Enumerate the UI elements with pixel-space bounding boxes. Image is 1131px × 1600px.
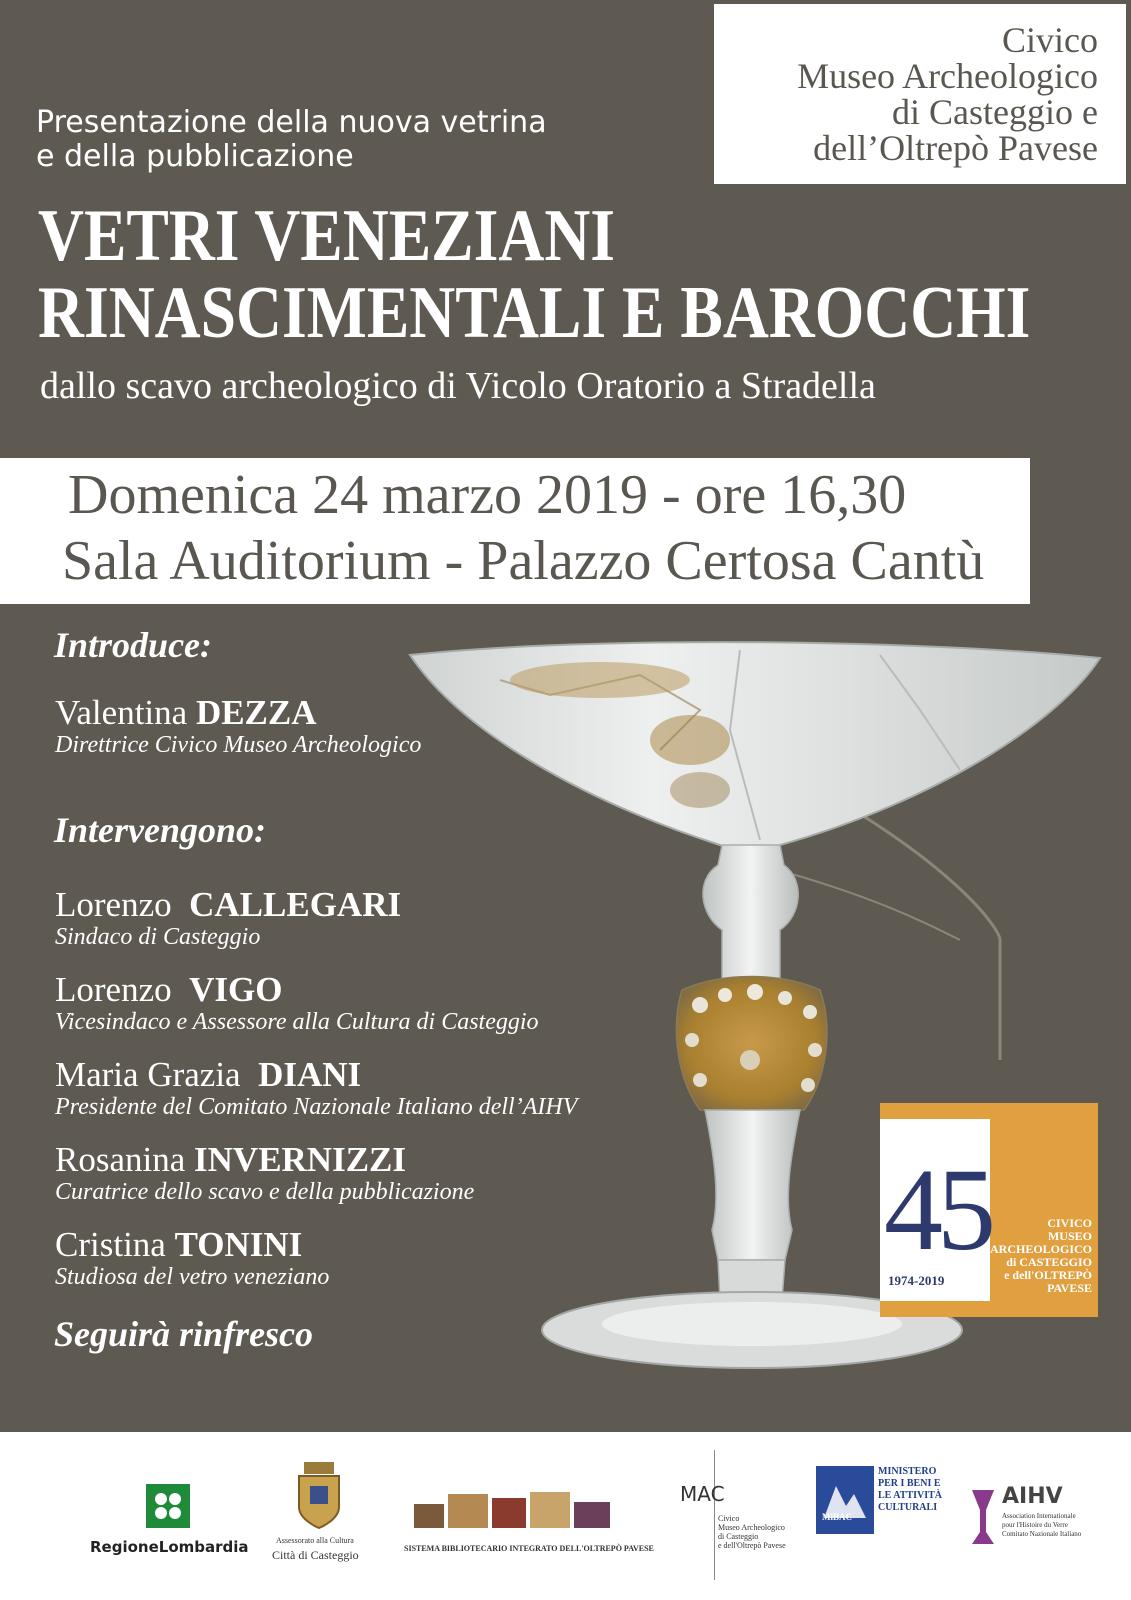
badge-name-line: MUSEO	[1047, 1229, 1092, 1243]
aihv-logo	[968, 1484, 1118, 1584]
introducer-last-name: DEZZA	[195, 693, 317, 732]
closing-note: Seguirà rinfresco	[54, 1314, 314, 1354]
intro-text	[36, 106, 547, 174]
badge-number: 45	[884, 1144, 990, 1275]
museum-name-line: Museo Archeologico	[797, 56, 1098, 96]
speaker-first-name: Cristina	[55, 1225, 166, 1264]
museum-name-line: di Casteggio e	[892, 92, 1098, 132]
speaker-last-name: VIGO	[189, 970, 283, 1009]
sistema-bibliotecario-caption: SISTEMA BIBLIOTECARIO INTEGRATO DELL'OLTREPÒ PAVESE	[404, 1544, 654, 1553]
badge-years: 1974-2019	[888, 1273, 945, 1288]
sponsor-logos	[0, 1432, 1131, 1600]
aihv-caption-line: Comitato Nazionale Italiano	[1002, 1530, 1082, 1538]
introducer	[55, 694, 421, 758]
event-subtitle: dallo scavo archeologico di Vicolo Oratorio a Stradella	[40, 365, 876, 407]
mac-caption-line: Museo Archeologico	[718, 1523, 785, 1532]
title-line: VETRI VENEZIANI	[38, 195, 616, 277]
mibac-caption-line: MINISTERO	[878, 1466, 937, 1477]
mac-title: MAC	[680, 1482, 725, 1506]
mac-caption-line: Civico	[718, 1514, 740, 1523]
speaker-last-name: TONINI	[174, 1225, 303, 1264]
date-venue-box	[0, 458, 1030, 604]
speaker-role: Vicesindaco e Assessore alla Cultura di Casteggio	[55, 1009, 539, 1035]
speaker-entry	[55, 886, 401, 950]
museum-name-line: Civico	[1002, 20, 1098, 60]
speaker-first-name: Rosanina	[55, 1140, 186, 1179]
title-line: RINASCIMENTALI E BAROCCHI	[38, 272, 1031, 354]
mibac-caption-line: CULTURALI	[878, 1502, 938, 1513]
speaker-role: Curatrice dello scavo e della pubblicazione	[55, 1179, 475, 1205]
speaker-role: Studiosa del vetro veneziano	[55, 1264, 330, 1290]
regione-lombardia-logo	[90, 1484, 250, 1584]
museum-name-line: dell’Oltrepò Pavese	[813, 128, 1098, 168]
mibac-icon	[816, 1466, 874, 1534]
city-coat-of-arms-icon	[294, 1462, 344, 1532]
badge-name-line: ARCHEOLOGICO	[989, 1242, 1092, 1256]
mac-caption-line: e dell'Oltrepò Pavese	[718, 1541, 786, 1550]
badge-name-line: PAVESE	[1047, 1281, 1092, 1295]
speaker-last-name: DIANI	[258, 1055, 362, 1094]
citta-casteggio-logo	[272, 1462, 372, 1592]
speaker-first-name: Maria Grazia	[55, 1055, 241, 1094]
intro-line: e della pubblicazione	[36, 139, 354, 174]
aihv-caption-line: Association Internationale	[1002, 1512, 1076, 1520]
speakers-label: Intervengono:	[54, 810, 267, 850]
speaker-entry	[55, 971, 539, 1035]
mibac-caption-line: LE ATTIVITÀ	[878, 1490, 943, 1501]
intro-line: Presentazione della nuova vetrina	[36, 105, 547, 140]
citta-casteggio-caption2: Città di Casteggio	[272, 1548, 359, 1562]
speaker-entry	[55, 1056, 577, 1120]
museum-name-box	[714, 4, 1126, 184]
speaker-entry	[55, 1226, 329, 1290]
aihv-glass-icon	[968, 1488, 998, 1548]
speaker-last-name: INVERNIZZI	[194, 1140, 407, 1179]
event-venue: Sala Auditorium - Palazzo Certosa Cantù	[62, 530, 985, 592]
sistema-bibliotecario-logo	[404, 1484, 654, 1584]
speaker-role: Sindaco di Casteggio	[55, 924, 261, 950]
aihv-caption	[1002, 1512, 1081, 1539]
introduce-label: Introduce:	[54, 625, 213, 665]
speaker-entry	[55, 1141, 474, 1205]
badge-name-line: di CASTEGGIO	[1006, 1255, 1092, 1269]
event-title	[38, 195, 1031, 354]
badge-museum-name	[990, 1217, 1092, 1295]
badge-name-line: CIVICO	[1047, 1216, 1092, 1230]
introducer-first-name: Valentina	[55, 693, 188, 732]
mibac-caption	[878, 1466, 942, 1514]
speaker-first-name: Lorenzo	[55, 970, 172, 1009]
mac-museum-logo	[664, 1442, 784, 1592]
aihv-caption-line: pour l'Histoire du Verre	[1002, 1521, 1068, 1529]
mac-caption-line: di Casteggio	[718, 1532, 759, 1541]
regione-lombardia-icon	[146, 1484, 190, 1528]
mibac-caption-line: PER I BENI E	[878, 1478, 941, 1489]
aihv-title: AIHV	[1002, 1484, 1063, 1509]
introducer-role: Direttrice Civico Museo Archeologico	[55, 732, 422, 758]
speaker-first-name: Lorenzo	[55, 885, 172, 924]
badge-name-line: e dell'OLTREPÒ	[1004, 1268, 1092, 1282]
speaker-last-name: CALLEGARI	[189, 885, 402, 924]
books-icon	[414, 1484, 614, 1534]
speaker-role: Presidente del Comitato Nazionale Italiano dell’AIHV	[55, 1094, 578, 1120]
anniversary-badge	[880, 1103, 1098, 1317]
event-date-time: Domenica 24 marzo 2019 - ore 16,30	[68, 464, 907, 526]
citta-casteggio-caption1: Assessorato alla Cultura	[276, 1536, 354, 1545]
mibac-logo	[816, 1466, 966, 1586]
mibac-abbr: MiBAC	[822, 1512, 852, 1522]
regione-lombardia-text: RegioneLombardia	[90, 1538, 249, 1556]
mac-caption	[718, 1514, 786, 1550]
